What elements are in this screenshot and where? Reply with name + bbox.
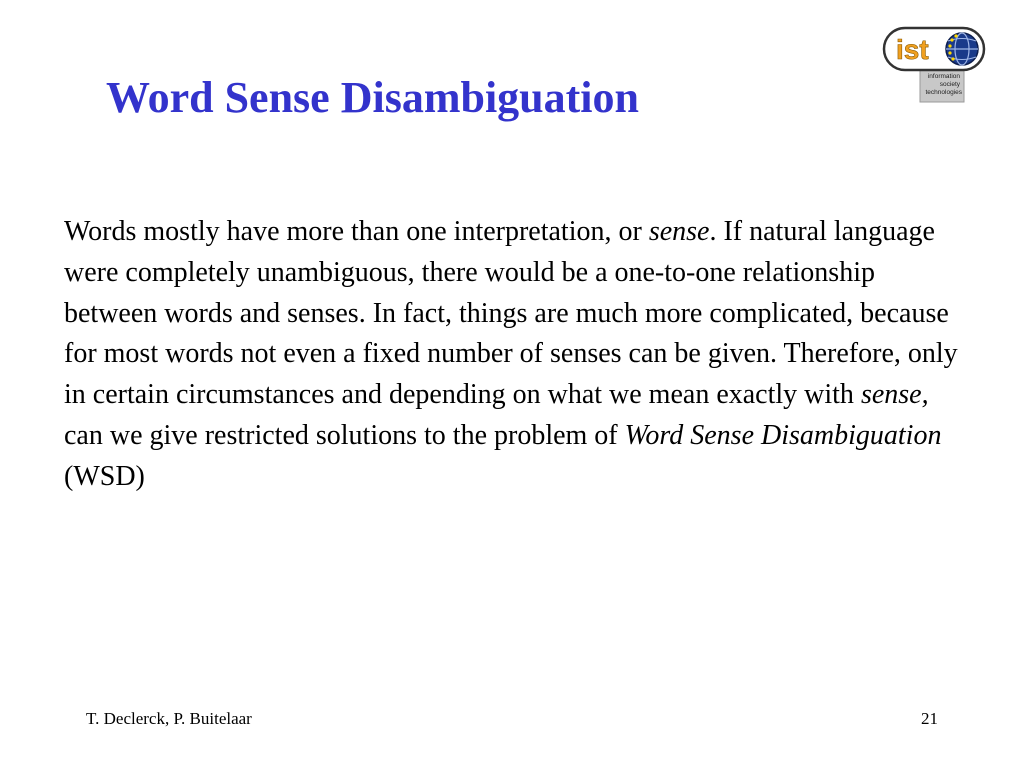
logo-caption-line-2: society	[939, 81, 960, 88]
ist-logo-graphic	[882, 24, 990, 104]
slide-title: Word Sense Disambiguation	[106, 73, 639, 122]
body-emphasis-sense-2: sense,	[860, 379, 929, 411]
body-text-4: (WSD)	[64, 460, 145, 492]
body-paragraph	[64, 212, 964, 498]
eu-globe-icon	[946, 33, 978, 65]
page-number: 21	[921, 709, 938, 728]
body-emphasis-wsd: Word Sense Disambiguation	[624, 419, 942, 451]
logo-caption-line-3: technologies	[925, 89, 962, 96]
body-text-2: . If natural language were completely unambiguous, there would be a one-to-one relationship between words and senses. In fact, things are much more complicated, because for most words not even a fixed number of senses can be given. Therefore, only in certain circumstances and depending on what we mean exactly with	[64, 216, 958, 411]
ist-logo	[882, 24, 990, 104]
body-text-3: can we give restricted solutions to the problem of	[64, 419, 625, 451]
footer-authors: T. Declerck, P. Buitelaar	[86, 709, 252, 728]
body-text-1: Words mostly have more than one interpretation, or	[64, 216, 649, 247]
logo-caption-line-1: information	[927, 73, 960, 80]
body-emphasis-sense: sense	[648, 216, 710, 247]
logo-text: ist	[896, 34, 929, 65]
